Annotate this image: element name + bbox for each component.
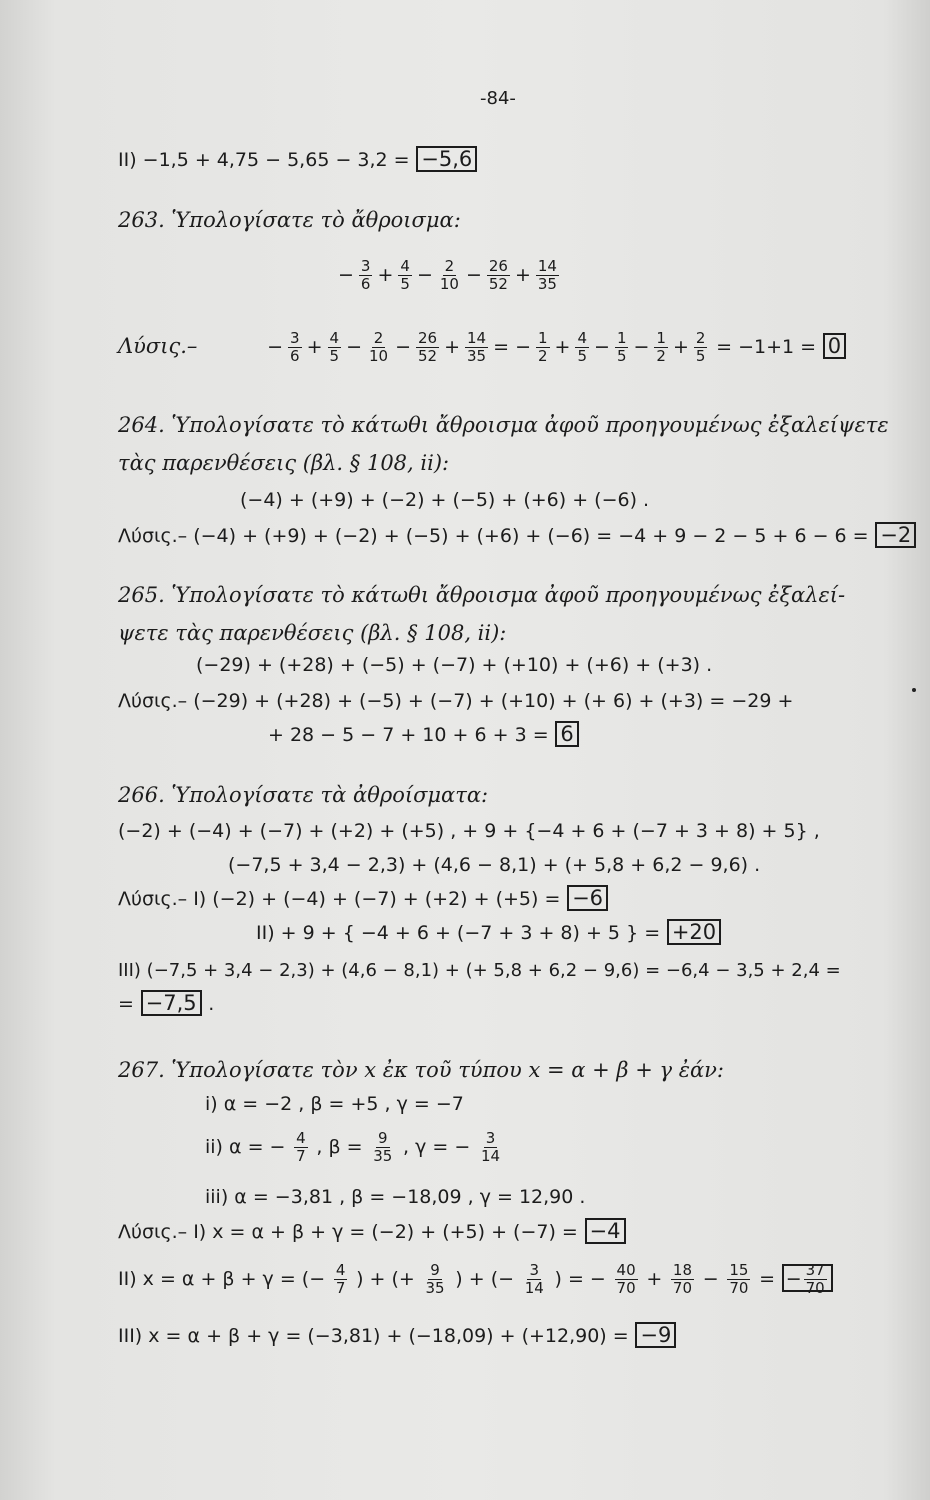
problem-267-answer-box-3: −9: [635, 1322, 676, 1348]
p263-question-operator: +: [377, 264, 394, 286]
p263-question-fraction: [359, 258, 373, 293]
denominator: 6: [360, 275, 371, 293]
denominator: 14: [524, 1279, 544, 1297]
problem-266-sol2-text: II) + 9 + { −4 + 6 + (−7 + 3 + 8) + 5 } =: [256, 922, 661, 944]
problem-266-solution-1: [118, 885, 608, 912]
numerator: 14: [537, 257, 557, 275]
sol2-fraction-5: [671, 1262, 694, 1297]
numerator: 3: [290, 329, 300, 347]
denominator: 5: [577, 347, 588, 365]
ii-answer-box: −5,6: [416, 146, 477, 172]
denominator: 2: [538, 347, 548, 365]
numerator: 14: [467, 329, 487, 347]
problem-267-case-ii: [205, 1130, 504, 1165]
problem-267-solution-1: [118, 1218, 626, 1245]
p263-answer-fraction: [615, 330, 629, 365]
case-ii-beta-fraction: [371, 1130, 394, 1165]
p263-answer-operator: −: [594, 336, 610, 358]
p263-question-operator: −: [416, 264, 433, 286]
problem-266-title: 266. Ὑπολογίσατε τὰ ἀθροίσματα:: [118, 783, 489, 807]
numerator: 3: [485, 1129, 496, 1147]
denominator: 5: [616, 347, 627, 365]
case-ii-alpha-fraction: [294, 1130, 308, 1165]
p263-question-fraction: [438, 258, 461, 293]
sol2-mid-2: ) + (−: [455, 1268, 515, 1290]
problem-266-sol3-eq: =: [118, 993, 134, 1015]
problem-263-question: [335, 258, 561, 293]
sol2-mid-5: −: [702, 1268, 719, 1290]
scan-speck: [912, 688, 916, 692]
numerator: 9: [378, 1129, 388, 1147]
denominator: 6: [290, 347, 300, 365]
problem-266-solution-2: [256, 919, 721, 946]
p263-answer-operator: +: [444, 336, 461, 358]
p263-question-operator: −: [465, 264, 482, 286]
problem-266-answer-box-3: −7,5: [141, 990, 202, 1016]
problem-265-solution: Λύσις.– (−29) + (+28) + (−5) + (−7) + (+10) + (+ 6) + (+3) = −29 +: [118, 690, 794, 712]
denominator: 35: [467, 347, 487, 365]
numerator: 4: [329, 329, 340, 347]
numerator: 2: [373, 329, 384, 347]
numerator: 3: [529, 1261, 540, 1279]
sol2-fraction-1: [334, 1262, 348, 1297]
numerator: 4: [577, 329, 588, 347]
p263-question-operator: +: [514, 264, 531, 286]
solution-label: Λύσις.–: [118, 334, 198, 358]
p263-answer-fraction: [536, 330, 550, 365]
problem-264-answer-box: −2: [875, 522, 916, 548]
p263-answer-operator: −: [346, 336, 362, 358]
sol2-fraction-2: [424, 1262, 447, 1297]
p263-answer-fraction: [367, 330, 390, 365]
denominator: 35: [373, 1147, 393, 1165]
p263-question-fraction: [398, 258, 412, 293]
numerator: 1: [656, 329, 666, 347]
p263-question-operator: −: [338, 264, 354, 286]
case-ii-gamma-label: , γ = −: [403, 1136, 471, 1158]
problem-267-solution-2: [118, 1262, 833, 1297]
sol2-label: II) x = α + β + γ = (−: [118, 1268, 326, 1290]
numerator: 4: [335, 1261, 346, 1279]
problem-267-title: 267. Ὑπολογίσατε τὸν x ἐκ τοῦ τύπου x = α + β + γ ἐάν:: [118, 1058, 724, 1082]
p263-question-fraction: [487, 258, 510, 293]
numerator: 37: [805, 1261, 825, 1279]
denominator: 35: [537, 275, 557, 293]
numerator: 4: [296, 1129, 306, 1147]
problem-263-solution: [118, 330, 846, 365]
p263-answer-operator: −: [633, 336, 650, 358]
sol2-mid-3: ) = −: [554, 1268, 606, 1290]
problem-266-solution-3-cont: [118, 990, 214, 1017]
problem-263-title: 263. Ὑπολογίσατε τὸ ἄθροισμα:: [118, 208, 461, 232]
denominator: 52: [488, 275, 508, 293]
p263-question-fraction: [536, 258, 559, 293]
problem-266-expression-1: (−2) + (−4) + (−7) + (+2) + (+5) , + 9 + {−4 + 6 + (−7 + 3 + 8) + 5} ,: [118, 820, 820, 842]
problem-266-expression-2: (−7,5 + 3,4 − 2,3) + (4,6 − 8,1) + (+ 5,8 + 6,2 − 9,6) .: [228, 854, 761, 876]
problem-265-title-cont: ψετε τὰς παρενθέσεις (βλ. § 108, ii):: [118, 621, 507, 645]
numerator: 15: [729, 1261, 749, 1279]
p263-answer-fraction: [694, 330, 708, 365]
denominator: 10: [368, 347, 389, 365]
numerator: 1: [538, 329, 548, 347]
problem-265-title: 265. Ὑπολογίσατε τὸ κάτωθι ἄθροισμα ἀφοῦ προηγουμένως ἐξαλεί-: [118, 583, 846, 607]
problem-267-answer-box-1: −4: [585, 1218, 626, 1244]
p263-answer-operator: = −: [493, 336, 531, 358]
denominator: 2: [656, 347, 666, 365]
problem-263-result: = −1+1 =: [716, 336, 817, 358]
problem-266-solution-3: III) (−7,5 + 3,4 − 2,3) + (4,6 − 8,1) + (+ 5,8 + 6,2 − 9,6) = −6,4 − 3,5 + 2,4 =: [118, 960, 841, 981]
numerator: 2: [695, 329, 706, 347]
problem-267-case-iii: iii) α = −3,81 , β = −18,09 , γ = 12,90 .: [205, 1186, 586, 1208]
problem-265-solution-text2: + 28 − 5 − 7 + 10 + 6 + 3 =: [268, 724, 549, 746]
problem-266-answer-box-1: −6: [567, 885, 608, 911]
problem-263-answer-fractions: [264, 329, 709, 365]
denominator: 14: [480, 1147, 501, 1165]
numerator: 1: [616, 329, 627, 347]
p263-answer-fraction: [654, 330, 668, 365]
problem-264-title: 264. Ὑπολογίσατε τὸ κάτωθι ἄθροισμα ἀφοῦ προηγουμένως ἐξαλείψετε: [118, 413, 889, 437]
p263-answer-operator: +: [672, 336, 689, 358]
page-number: -84-: [480, 88, 516, 109]
denominator: 10: [439, 275, 459, 293]
p263-answer-fraction: [575, 330, 589, 365]
p263-answer-fraction: [465, 330, 488, 365]
problem-267-case-i: i) α = −2 , β = +5 , γ = −7: [205, 1093, 464, 1115]
numerator: 3: [360, 257, 371, 275]
denominator: 5: [400, 275, 410, 293]
numerator: 26: [418, 329, 438, 347]
answer-fraction: [804, 1262, 827, 1297]
p263-answer-fraction: [416, 330, 439, 365]
problem-267-solution-3: [118, 1322, 676, 1349]
denominator: 5: [695, 347, 706, 365]
numerator: 40: [616, 1261, 636, 1279]
problem-264-title-cont: τὰς παρενθέσεις (βλ. § 108, ii):: [118, 451, 450, 475]
p263-answer-operator: +: [554, 336, 571, 358]
sol2-mid-1: ) + (+: [356, 1268, 415, 1290]
denominator: 70: [672, 1279, 693, 1297]
problem-263-answer-box: 0: [823, 333, 846, 359]
denominator: 70: [805, 1279, 825, 1297]
problem-267-sol1-text: Λύσις.– I) x = α + β + γ = (−2) + (+5) + (−7) =: [118, 1221, 578, 1243]
denominator: 7: [335, 1279, 346, 1297]
p263-answer-fraction: [288, 330, 302, 365]
denominator: 35: [425, 1279, 445, 1297]
sol2-mid-4: +: [646, 1268, 663, 1290]
ii-expression: II) −1,5 + 4,75 − 5,65 − 3,2 =: [118, 149, 410, 171]
problem-265-solution-cont: [268, 721, 579, 748]
numerator: 26: [488, 257, 508, 275]
p263-answer-operator: +: [306, 336, 323, 358]
p263-answer-operator: −: [395, 336, 411, 358]
problem-266-sol1-text: Λύσις.– I) (−2) + (−4) + (−7) + (+2) + (+5) =: [118, 888, 561, 910]
p263-answer-fraction: [328, 330, 342, 365]
numerator: 4: [400, 257, 410, 275]
problem-267-answer-box-2: [782, 1261, 833, 1297]
case-ii-alpha-label: ii) α = −: [205, 1136, 286, 1158]
problem-267-sol3-text: III) x = α + β + γ = (−3,81) + (−18,09) + (+12,90) =: [118, 1325, 629, 1347]
problem-264-solution-text: Λύσις.– (−4) + (+9) + (−2) + (−5) + (+6) + (−6) = −4 + 9 − 2 − 5 + 6 − 6 =: [118, 525, 869, 547]
denominator: 70: [616, 1279, 636, 1297]
problem-ii-previous: [118, 146, 477, 173]
sol2-mid-6: =: [759, 1268, 776, 1290]
numerator: 9: [430, 1261, 440, 1279]
p263-answer-operator: −: [267, 336, 284, 358]
answer-sign: −: [785, 1268, 802, 1290]
denominator: 70: [729, 1279, 749, 1297]
problem-264-solution: [118, 522, 916, 549]
problem-265-expression: (−29) + (+28) + (−5) + (−7) + (+10) + (+6) + (+3) .: [196, 654, 713, 676]
problem-264-expression: (−4) + (+9) + (−2) + (−5) + (+6) + (−6) .: [240, 489, 650, 511]
sol2-fraction-3: [523, 1262, 546, 1297]
problem-266-answer-box-2: +20: [667, 919, 721, 945]
numerator: 2: [444, 257, 455, 275]
sol2-fraction-4: [615, 1262, 638, 1297]
case-ii-beta-label: , β =: [316, 1136, 363, 1158]
case-ii-gamma-fraction: [479, 1130, 502, 1165]
denominator: 5: [329, 347, 340, 365]
numerator: 18: [672, 1261, 693, 1279]
denominator: 52: [418, 347, 438, 365]
denominator: 7: [296, 1147, 306, 1165]
problem-265-answer-box: 6: [555, 721, 578, 747]
problem-266-sol3-end: .: [208, 993, 215, 1015]
sol2-fraction-6: [727, 1262, 750, 1297]
